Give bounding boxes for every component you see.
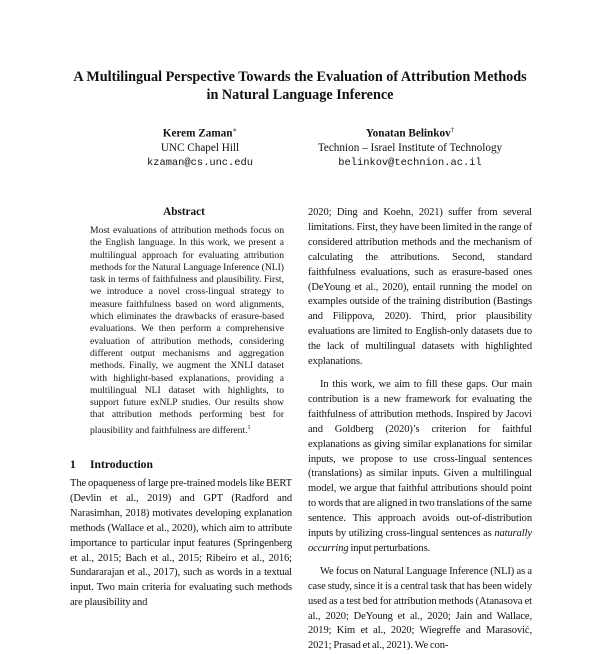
paragraph-text: In this work, we aim to fill these gaps. Our main contribution is a new framework for evaluating the faithfulness of attribution methods. Inspired by Jacovi and Goldberg (2020)’s criterion for faithful explanations as giving similar explanations for similar inputs, we propose to use cross-lingual sentences (translations) as similar inputs. Given a multilingual model, we argue that faithful attributions should point to words that are aligned in two translations of the same sentence. This approach avoids out-of-distribution inputs by utilizing cross-lingual sentences as xyxy=(308,378,532,540)
title-line-1: A Multilingual Perspective Towards the Evaluation of Attribution Methods xyxy=(73,69,527,85)
intro-paragraph: The opaqueness of large pre-trained models like BERT (Devlin et al., 2019) and GPT (Radford and Narasimhan, 2018) motivates developing explanation methods (Wallace et al., 2020), which aim to attribute importance to particular input features (Springenberg et al., 2015; Bach et al., 2015; Ribeiro et al., 2016; Sundararajan et al., 2017), such as words in a textual input. Two main criteria for evaluating such methods are plausibility and xyxy=(70,478,292,609)
title-line-2: in Natural Language Inference xyxy=(206,87,394,103)
author-footnote-mark: † xyxy=(450,126,455,134)
author-name: Yonatan Belinkov xyxy=(365,127,451,140)
author-name: Kerem Zaman xyxy=(162,127,233,140)
right-column-text xyxy=(308,206,532,654)
author-block-1 xyxy=(110,123,290,170)
paragraph-contribution xyxy=(308,378,532,557)
left-column-text xyxy=(70,477,292,611)
abstract-heading: Abstract xyxy=(163,206,205,218)
paragraph-limitations: 2020; Ding and Koehn, 2021) suffer from several limitations. First, they have been limited in the range of considered attribution methods and the mechanism of calculating the attributions. Second, standard faithfulness evaluations, such as erasure-based ones (DeYoung et al., 2020), entail running the model on examples outside of the training distribution (Bastings and Filippova, 2020). Third, prior plausibility evaluations are limited to English-only datasets due to the lack of multilingual datasets with highlighted explanations. xyxy=(308,207,532,368)
author-email: kzaman@cs.unc.edu xyxy=(146,156,253,169)
abstract-body xyxy=(90,225,284,437)
author-affiliation: Technion – Israel Institute of Technology xyxy=(317,142,503,155)
section-title: Introduction xyxy=(90,458,153,471)
paper-title xyxy=(40,68,560,104)
emphasis-text: naturally occurring xyxy=(308,528,532,554)
section-heading-introduction xyxy=(70,458,153,471)
abstract-text: Most evaluations of attribution methods focus on the English language. In this work, we present a multilingual approach for evaluating attribution methods for the Natural Language Inference (NLI) task in terms of faithfulness and plausibility. First, we introduce a novel cross-lingual strategy to measure faithfulness based on word alignments, which eliminates the drawbacks of erasure-based evaluations. We then perform a comprehensive evaluation of attribution methods, considering different output mechanisms and aggregation methods. Finally, we augment the XNLI dataset with highlight-based explanations, providing a multilingual NLI dataset with highlights, to support future exNLP studies. Our results show that attribution methods performing best for plausibility and faithfulness are different. xyxy=(90,225,284,436)
paragraph-nli-focus: We focus on Natural Language Inference (NLI) as a case study, since it is a central task that has been widely used as a test bed for attribution methods (Atanasova et al., 2020; DeYoung et al., 2020; Jain and Wallace, 2019; Kim et al., 2020; Wiegreffe and Marasović, 2021; Prasad et al., 2021). We con- xyxy=(308,565,532,652)
author-affiliation: UNC Chapel Hill xyxy=(160,142,240,155)
author-email: belinkov@technion.ac.il xyxy=(338,156,482,169)
section-number: 1 xyxy=(70,458,76,471)
paragraph-text: input perturbations. xyxy=(350,542,431,554)
footnote-mark: 1 xyxy=(247,424,251,431)
author-footnote-mark: ∗ xyxy=(232,126,238,134)
author-block-2 xyxy=(290,123,530,170)
